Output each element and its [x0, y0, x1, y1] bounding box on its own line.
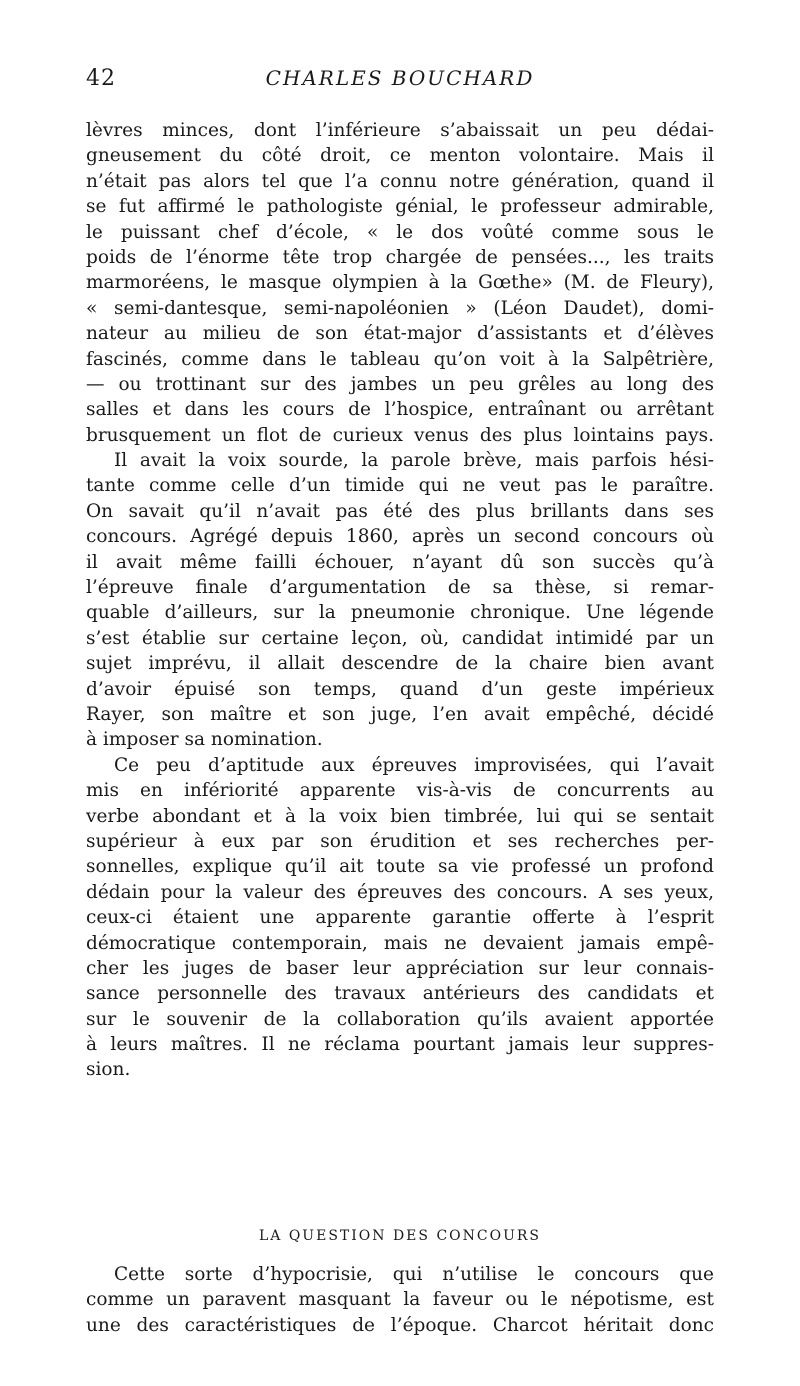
text-line: Rayer, son maître et son juge, l’en avait empêché, décidé [86, 703, 714, 725]
text-line: On savait qu’il n’avait pas été des plus brillants dans ses [86, 500, 714, 522]
text-line: s’est établie sur certaine leçon, où, candidat intimidé par un [86, 627, 714, 649]
text-line: poids de l’énorme tête trop chargée de pensées..., les traits [86, 246, 714, 268]
text-line: « semi-dantesque, semi-napoléonien » (Léon Daudet), domi- [86, 297, 714, 319]
text-line: lèvres minces, dont l’inférieure s’abaissait un peu dédai- [86, 120, 714, 141]
text-line: supérieur à eux par son érudition et ses recherches per- [86, 830, 714, 852]
text-line: sonnelles, explique qu’il ait toute sa vie professé un profond [86, 856, 714, 878]
text-line: le puissant chef d’école, « le dos voûté comme sous le [86, 221, 714, 243]
text-line: verbe abondant et à la voix bien timbrée, lui qui se sentait [86, 805, 714, 827]
text-line: mis en infériorité apparente vis-à-vis de concurrents au [86, 780, 714, 802]
text-line: il avait même failli échouer, n’ayant dû son succès qu’à [86, 551, 714, 573]
text-line: cher les juges de baser leur appréciation sur leur connais- [86, 957, 714, 979]
text-line: sur le souvenir de la collaboration qu’ils avaient apportée [86, 1008, 714, 1030]
running-head [86, 66, 714, 96]
text-line: sujet imprévu, il allait descendre de la chaire bien avant [86, 653, 714, 675]
page-number: 42 [86, 66, 116, 91]
text-line: Ce peu d’aptitude aux épreuves improvisées, qui l’avait [114, 754, 714, 776]
text-line: nateur au milieu de son état-major d’assistants et d’élèves [86, 323, 714, 345]
text-line: Cette sorte d’hypocrisie, qui n’utilise le concours que [114, 1264, 714, 1285]
text-line: — ou trottinant sur des jambes un peu grêles au long des [86, 373, 714, 395]
text-line: salles et dans les cours de l’hospice, entraînant ou arrêtant [86, 399, 714, 421]
text-line: comme un paravent masquant la faveur ou le népotisme, est [86, 1289, 714, 1311]
text-line: ceux-ci étaient une apparente garantie offerte à l’esprit [86, 907, 714, 929]
text-line: une des caractéristiques de l’époque. Charcot héritait donc [86, 1314, 714, 1336]
text-line: d’avoir épuisé son temps, quand d’un geste impérieux [86, 678, 714, 700]
running-title: CHARLES BOUCHARD [265, 66, 535, 90]
text-line: l’épreuve finale d’argumentation de sa thèse, si remar- [86, 577, 714, 599]
text-line: fascinés, comme dans le tableau qu’on voit à la Salpêtrière, [86, 348, 714, 370]
text-line: concours. Agrégé depuis 1860, après un second concours où [86, 526, 714, 548]
text-line: n’était pas alors tel que l’a connu notre génération, quand il [86, 170, 714, 192]
body-text [86, 118, 714, 1083]
text-line: quable d’ailleurs, sur la pneumonie chronique. Une légende [86, 602, 714, 624]
text-line: se fut affirmé le pathologiste génial, le professeur admirable, [86, 196, 714, 218]
text-line: sance personnelle des travaux antérieurs des candidats et [86, 983, 714, 1005]
text-line: gneusement du côté droit, ce menton volontaire. Mais il [86, 145, 714, 167]
section-heading: LA QUESTION DES CONCOURS [258, 1228, 542, 1244]
text-line: dédain pour la valeur des épreuves des concours. A ses yeux, [86, 881, 714, 903]
text-line: marmoréens, le masque olympien à la Gœthe» (M. de Fleury), [86, 272, 714, 294]
text-line: à imposer sa nomination. [86, 729, 323, 751]
text-line: sion. [86, 1059, 131, 1081]
text-line: Il avait la voix sourde, la parole brève, mais parfois hési- [114, 450, 714, 472]
text-line: tante comme celle d’un timide qui ne veut pas le paraître. [86, 475, 714, 497]
text-line: brusquement un flot de curieux venus des plus lointains pays. [86, 424, 714, 446]
text-line: à leurs maîtres. Il ne réclama pourtant jamais leur suppres- [86, 1034, 714, 1056]
text-line: démocratique contemporain, mais ne devaient jamais empê- [86, 932, 714, 954]
section-text [86, 1262, 714, 1338]
